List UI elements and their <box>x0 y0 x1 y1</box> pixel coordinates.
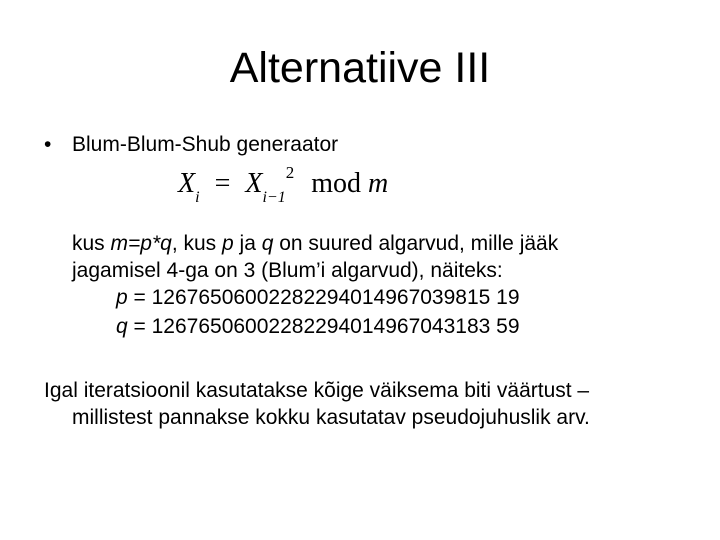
para1-line1 <box>72 230 558 257</box>
q-value: = 12676506002282294014967043183 59 <box>127 315 520 338</box>
p-value: = 12676506002282294014967039815 19 <box>127 286 520 309</box>
formula-rhs-sub: i−1 <box>262 189 286 206</box>
formula-mod: mod <box>311 168 361 199</box>
formula-rhs-var: X <box>245 168 263 199</box>
bbs-formula <box>178 163 389 218</box>
q-value-line <box>116 313 520 340</box>
para1-text-a: kus <box>72 232 111 255</box>
formula-rhs-sup: 2 <box>285 163 295 182</box>
bullet-text: Blum-Blum-Shub generaator <box>72 133 339 156</box>
p-value-line <box>116 284 520 311</box>
formula-equals: = <box>214 168 231 199</box>
formula-m: m <box>368 168 389 199</box>
para2-line1: Igal iteratsioonil kasutatakse kõige väiksema biti väärtust – <box>44 379 590 402</box>
p-label: p <box>116 286 128 309</box>
formula-lhs-var: X <box>178 168 196 199</box>
bullet-dot: • <box>44 133 52 156</box>
formula-lhs-sub: i <box>195 189 200 206</box>
para2-line2: millistest pannakse kokku kasutatav pseudojuhuslik arv. <box>72 406 590 429</box>
para1-line2: jagamisel 4-ga on 3 (Blum’i algarvud), näiteks: <box>72 259 503 282</box>
para1-q-var: q <box>261 232 274 255</box>
para1-text-b: , kus <box>171 232 222 255</box>
q-label: q <box>116 315 128 338</box>
para1-text-d: on suured algarvud, mille jääk <box>273 232 559 255</box>
para1-p-var: p <box>222 232 234 255</box>
para1-m-expr: m=p*q <box>110 232 172 255</box>
slide-title: Alternatiive III <box>229 44 491 92</box>
para1-text-c: ja <box>233 232 262 255</box>
